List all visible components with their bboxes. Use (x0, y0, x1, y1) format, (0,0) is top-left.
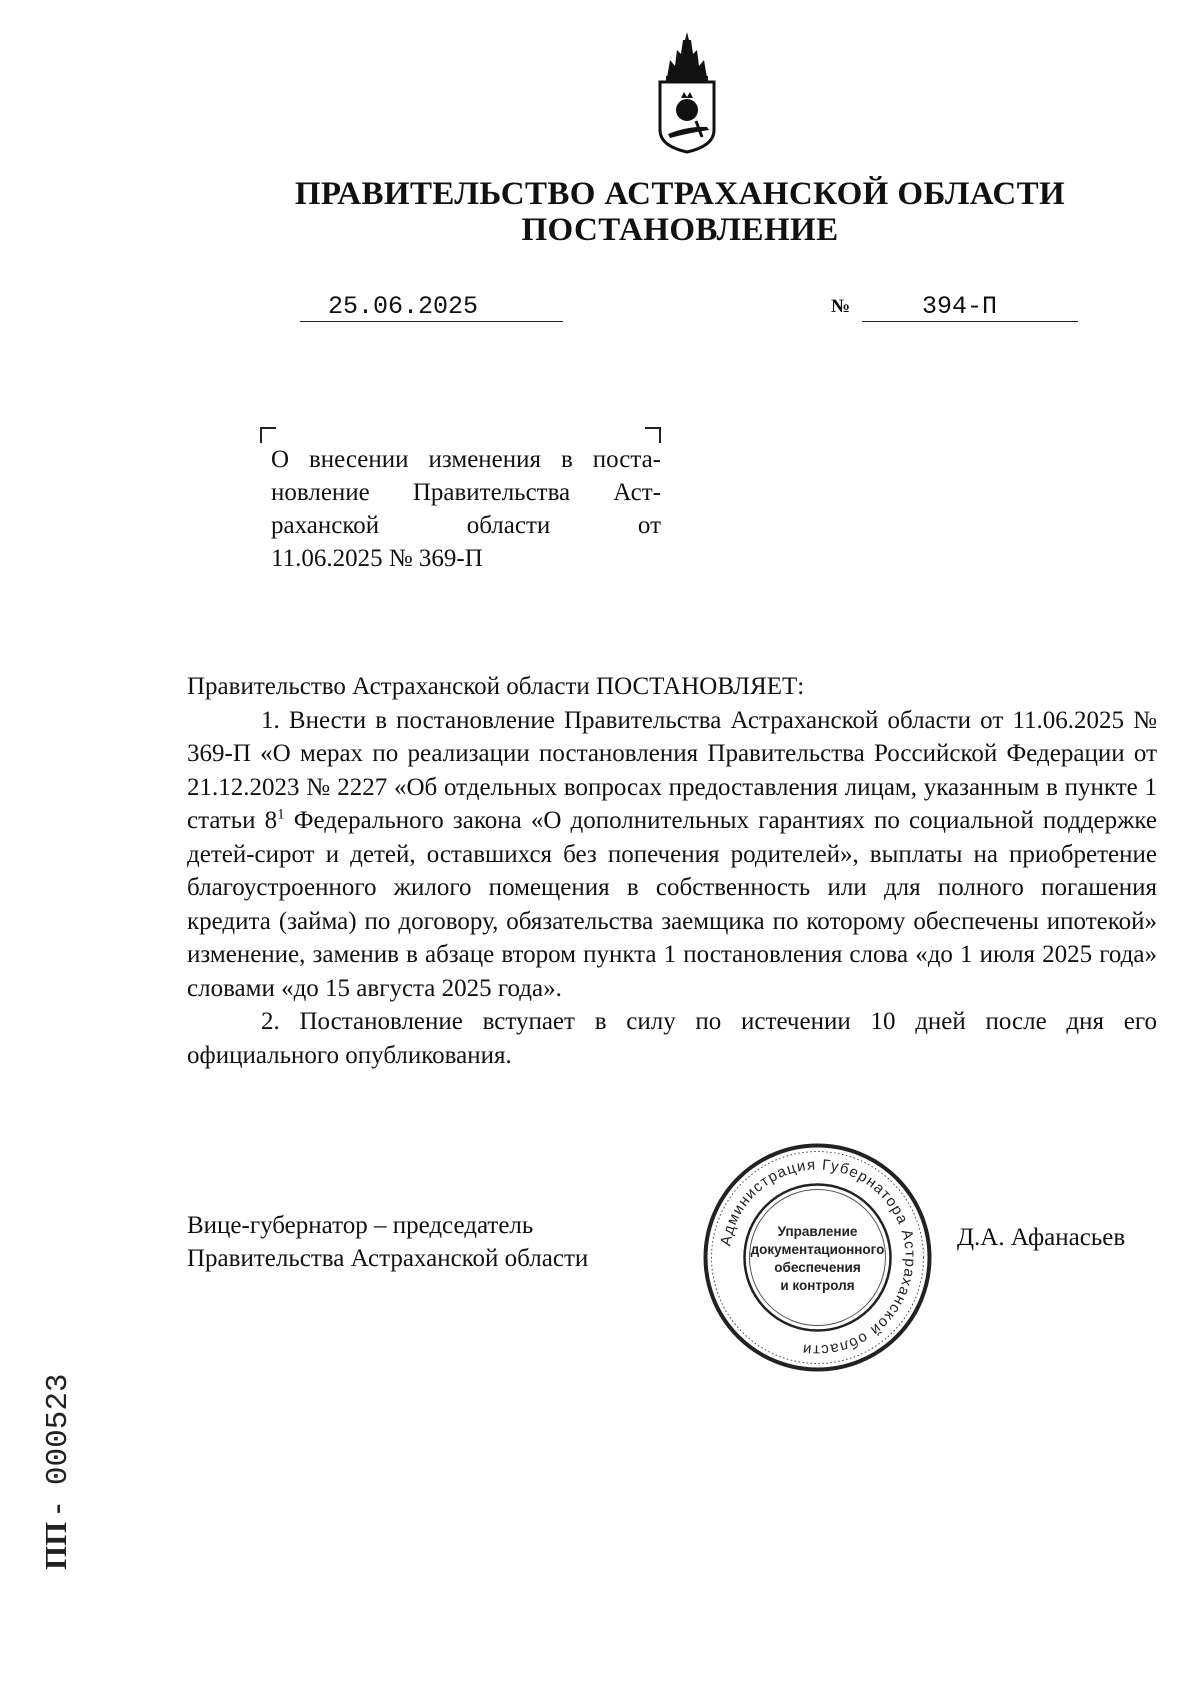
signatory-role-line: Правительства Астраханской области (187, 1245, 589, 1272)
paragraph-1-text-a: 1. Внести в постановление Правительства Астраханской области от 11.06.2025 № 369-П «О мерах по реализации постановления Правительства Российской Федерации от 21.12.2023 № 2227 «Об отдельных вопросах предоставления лицам, указанным в пункте 1 статьи 8 (187, 706, 1157, 834)
subject-line: 11.06.2025 № 369-П (271, 545, 483, 572)
official-stamp (700, 1140, 935, 1375)
document-body (187, 670, 1157, 1072)
paragraph-1-text-b: Федерального закона «О дополнительных гарантиях по социальной поддержке детей-сирот и детей, оставшихся без попечения родителей», выплаты на приобретение благоустроенного жилого помещения в собственность или для полного погашения кредита (займа) по договору, обязательства заемщика по которому обеспечены ипотекой» изменение, заменив в абзаце втором пункта 1 постановления слова «до 1 июля 2025 года» словами «до 15 августа 2025 года». (187, 807, 1157, 1002)
subject-line: О внесении изменения в поста- (271, 446, 661, 473)
body-paragraph-2: 2. Постановление вступает в силу по истечении 10 дней после дня его официального опубликования. (187, 1008, 1157, 1069)
paragraph-1-superscript: 1 (277, 806, 285, 823)
registration-prefix: ПП - (38, 1503, 73, 1570)
stamp-center-line: Управление (777, 1224, 858, 1239)
government-title: ПРАВИТЕЛЬСТВО АСТРАХАНСКОЙ ОБЛАСТИ (294, 176, 1066, 212)
body-intro: Правительство Астраханской области ПОСТАНОВЛЯЕТ: (187, 673, 805, 700)
registration-number (38, 1373, 76, 1570)
document-type: ПОСТАНОВЛЕНИЕ (521, 212, 839, 248)
subject-line: раханской области от (271, 512, 661, 539)
document-number: 394-П (862, 293, 1078, 322)
subject-corner-right (645, 427, 661, 443)
stamp-center-line: обеспечения (774, 1260, 861, 1275)
stamp-center-line: документационного (750, 1242, 885, 1257)
document-date: 25.06.2025 (300, 293, 563, 322)
signatory-role (187, 1209, 588, 1275)
stamp-center-line: и контроля (780, 1278, 855, 1293)
document-subject (271, 443, 661, 575)
coat-of-arms-icon (652, 30, 722, 155)
subject-corner-left (260, 427, 276, 443)
stamp-ring-text: Администрация Губернатора Астраханской области (717, 1156, 919, 1359)
signatory-role-line: Вице-губернатор – председатель (187, 1212, 534, 1239)
number-sign: № (831, 296, 851, 317)
signatory-name: Д.А. Афанасьев (957, 1224, 1126, 1251)
subject-line: новление Правительства Аст- (271, 479, 661, 506)
registration-digits: 000523 (41, 1373, 76, 1486)
body-paragraph-1 (187, 704, 1157, 1006)
